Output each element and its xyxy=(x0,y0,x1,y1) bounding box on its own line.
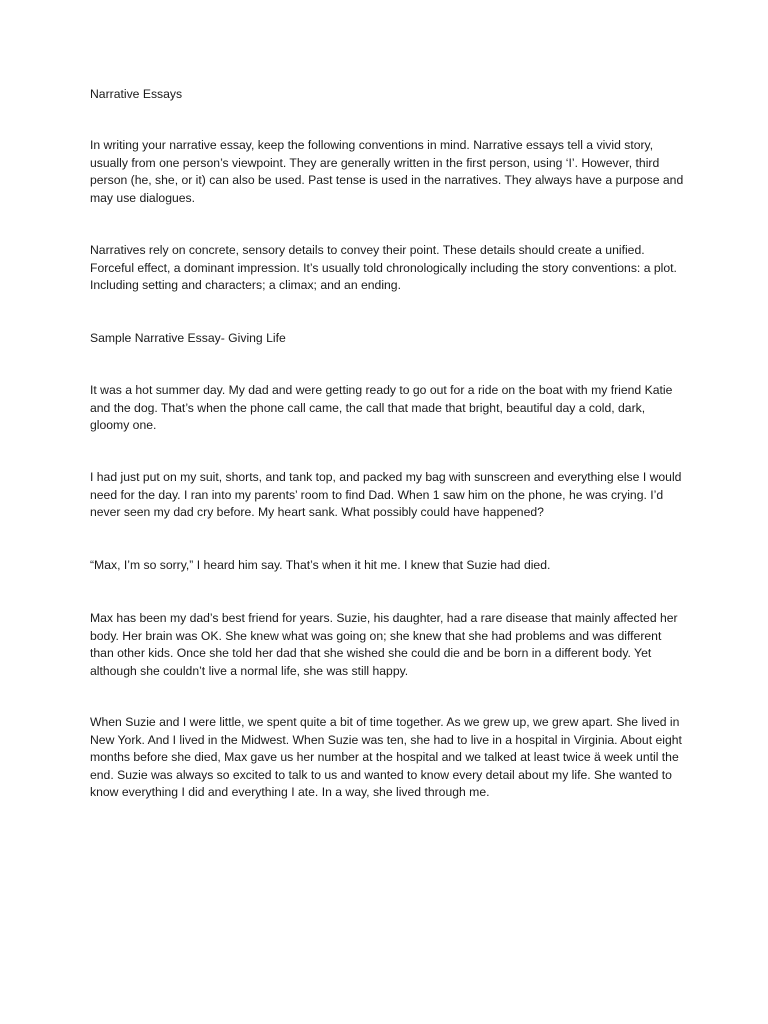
essay-paragraph-3: “Max, I’m so sorry,” I heard him say. That’s when it hit me. I knew that Suzie had died. xyxy=(90,558,551,572)
essay-paragraph-4: Max has been my dad’s best friend for years. Suzie, his daughter, had a rare disease that mainly affected her body. Her brain was OK. She knew what was going on; she knew that she had problems and was different than other kids. Once she told her dad that she wished she could die and be born in a different body. Yet although she couldn’t live a normal life, she was still happy. xyxy=(90,611,678,678)
essay-paragraph-5: When Suzie and I were little, we spent quite a bit of time together. As we grew up, we grew apart. She lived in New York. And I lived in the Midwest. When Suzie was ten, she had to live in a hospital in Virginia. About eight months before she died, Max gave us her number at the hospital and we talked at least twice ä week until the end. Suzie was always so excited to talk to us and wanted to know every detail about my life. She wanted to know everything I did and everything I ate. In a way, she lived through me. xyxy=(90,715,682,799)
essay-paragraph-2: I had just put on my suit, shorts, and tank top, and packed my bag with sunscreen and everything else I would need for the day. I ran into my parents’ room to find Dad. When 1 saw him on the phone, he was crying. I’d never seen my dad cry before. My heart sank. What possibly could have happened? xyxy=(90,470,682,519)
intro-paragraph-1: In writing your narrative essay, keep the following conventions in mind. Narrative essays tell a vivid story, usually from one person’s viewpoint. They are generally written in the first person, using ‘I’. However, third person (he, she, or it) can also be used. Past tense is used in the narratives. They always have a purpose and may use dialogues. xyxy=(90,138,684,205)
essay-paragraph-1: It was a hot summer day. My dad and were getting ready to go out for a ride on the boat with my friend Katie and the dog. That’s when the phone call came, the call that made that bright, beautiful day a cold, dark, gloomy one. xyxy=(90,383,673,432)
sample-essay-heading: Sample Narrative Essay- Giving Life xyxy=(90,331,286,345)
document-heading: Narrative Essays xyxy=(90,87,183,101)
intro-paragraph-2: Narratives rely on concrete, sensory details to convey their point. These details should create a unified. Forceful effect, a dominant impression. It’s usually told chronologically including the story conventions: a plot. Including setting and characters; a climax; and an ending. xyxy=(90,243,677,292)
